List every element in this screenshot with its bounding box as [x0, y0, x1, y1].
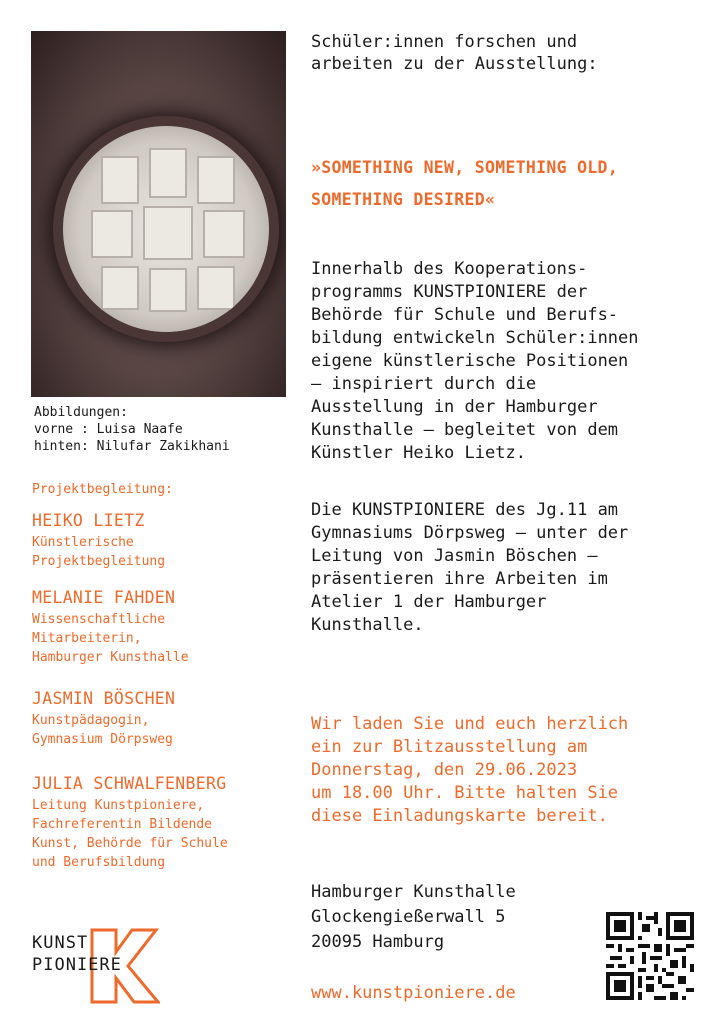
presentation-paragraph: Die KUNSTPIONIERE des Jg.11 am Gymnasiums Dörpsweg – unter der Leitung von Jasmin Böschen – präsentieren ihre Arbeiten im Atelier 1 der Hamburger Kunsthalle.	[311, 500, 629, 635]
image-caption: Abbildungen: vorne : Luisa Naafe hinten: Nilufar Zakikhani	[34, 405, 230, 454]
person-melanie-fahden: MELANIE FAHDEN Wissenschaftliche Mitarbeiterin, Hamburger Kunsthalle	[32, 588, 189, 665]
venue-address: Hamburger Kunsthalle Glockengießerwall 5 20095 Hamburg	[311, 882, 516, 952]
person-heiko-lietz: HEIKO LIETZ Künstlerische Projektbegleitung	[32, 511, 166, 569]
exhibition-title: »SOMETHING NEW, SOMETHING OLD, SOMETHING DESIRED«	[311, 158, 619, 209]
website-link[interactable]: www.kunstpioniere.de	[311, 983, 516, 1003]
lens-image	[63, 126, 269, 332]
project-heading: Projektbegleitung:	[32, 482, 173, 497]
description-paragraph: Innerhalb des Kooperations- programms KUNSTPIONIERE der Behörde für Schule und Berufs- bildung entwickeln Schüler:innen eigene künstlerische Positionen – inspiriert durch die Ausstellung in der Hamburger Kunsthalle – begleitet von dem Künstler Heiko Lietz.	[311, 259, 639, 463]
svg-text:PIONIERE: PIONIERE	[32, 955, 122, 975]
invitation-text: Wir laden Sie und euch herzlich ein zur Blitzausstellung am Donnerstag, den 29.06.2023 um 18.00 Uhr. Bitte halten Sie diese Einladungskarte bereit.	[311, 714, 629, 826]
intro-text: Schüler:innen forschen und arbeiten zu der Ausstellung:	[311, 32, 598, 74]
qr-code	[606, 912, 694, 1000]
kunstpioniere-logo	[30, 928, 160, 1004]
person-julia-schwalfenberg: JULIA SCHWALFENBERG Leitung Kunstpioniere, Fachreferentin Bildende Kunst, Behörde für Schule und Berufsbildung	[32, 774, 228, 870]
svg-text:KUNST: KUNST	[32, 933, 89, 953]
artwork-photo	[31, 31, 286, 397]
person-jasmin-boeschen: JASMIN BÖSCHEN Kunstpädagogin, Gymnasium Dörpsweg	[32, 689, 176, 747]
